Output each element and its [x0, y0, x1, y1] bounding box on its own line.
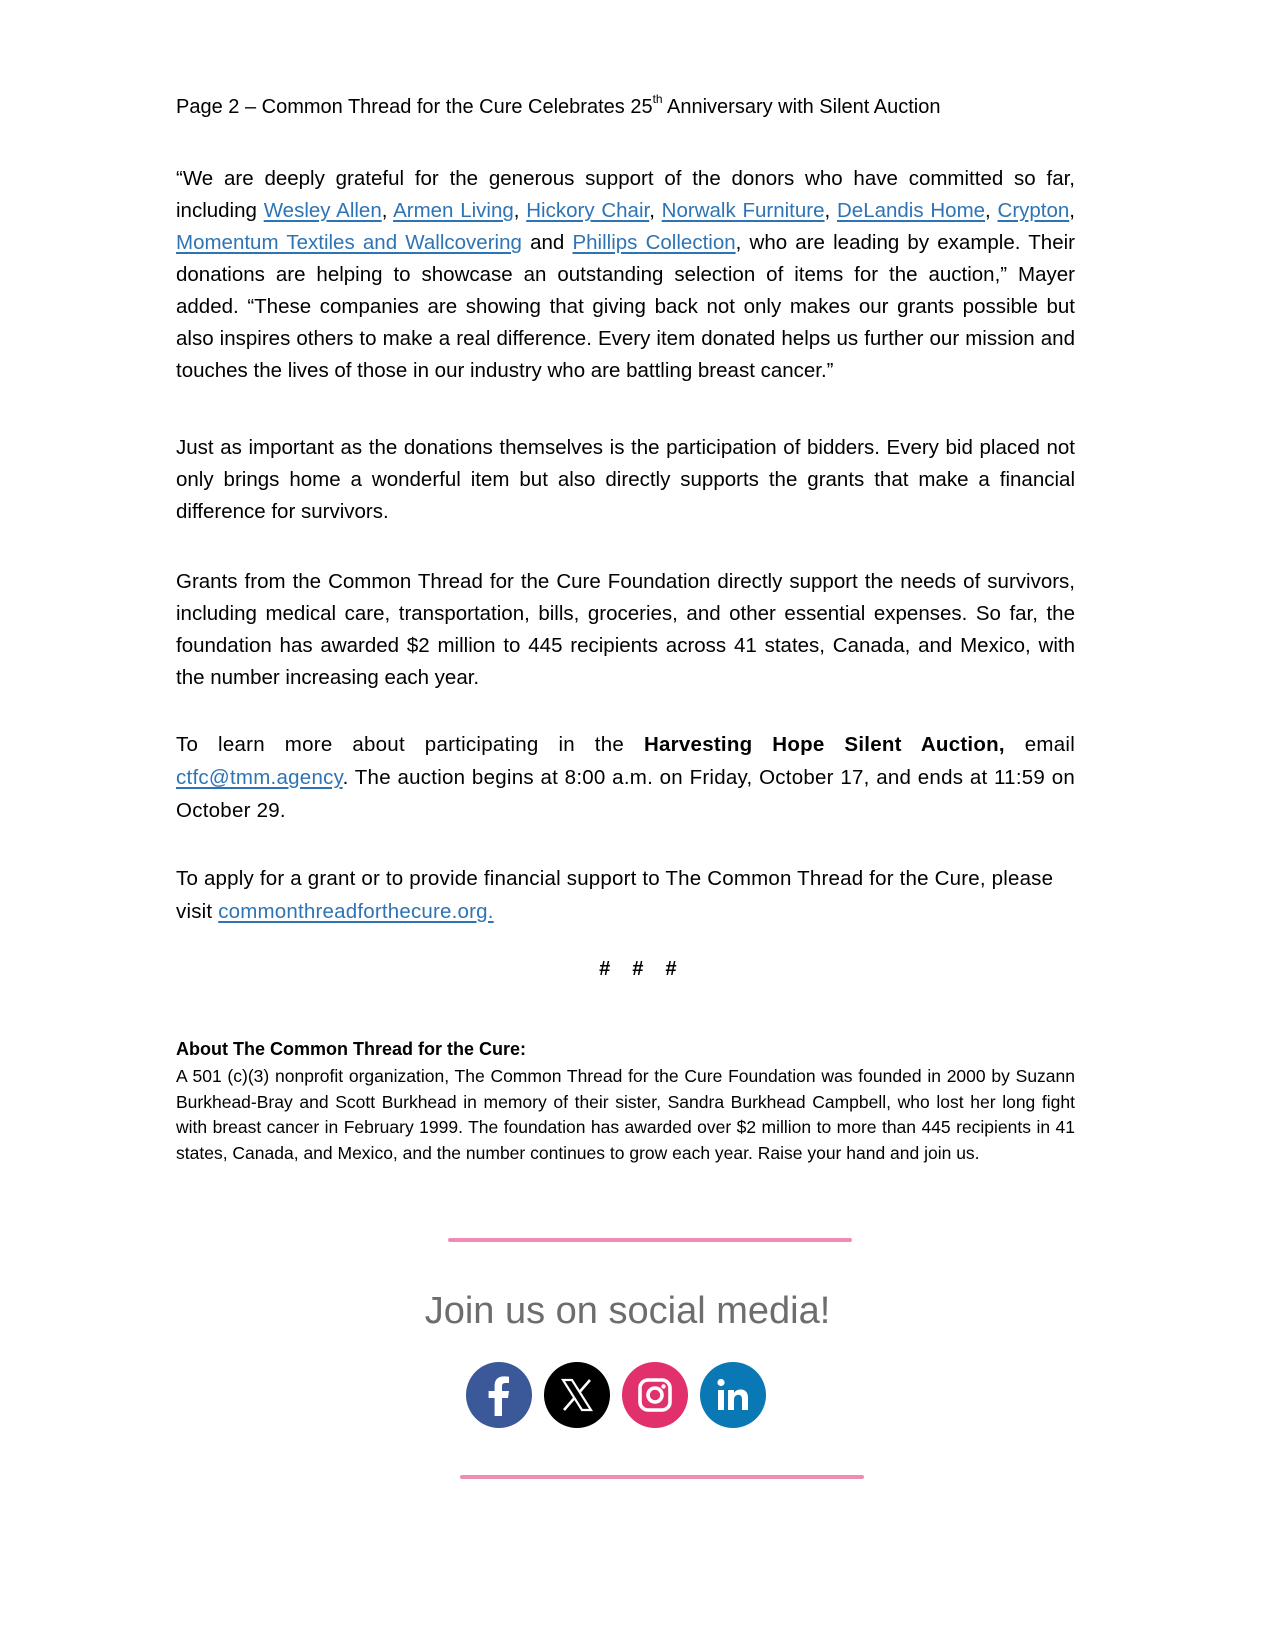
- pink-divider-top: [448, 1238, 852, 1242]
- paragraph-apply: [176, 862, 1075, 928]
- page-header: [176, 92, 1075, 122]
- facebook-icon[interactable]: [466, 1362, 532, 1428]
- social-heading: Join us on social media!: [424, 1290, 831, 1332]
- website-link[interactable]: commonthreadforthecure.org.: [218, 900, 494, 923]
- para5-text: To apply for a grant or to provide financial support to The Common Thread for the Cure, please visit: [176, 867, 1054, 923]
- para4-text-start: To learn more about participating in the: [176, 733, 644, 756]
- header-superscript: th: [652, 92, 663, 107]
- header-text: Page 2 – Common Thread for the Cure Celebrates 25: [176, 96, 653, 118]
- donor-link-hickory-chair[interactable]: Hickory Chair: [526, 199, 650, 222]
- separator: ,: [985, 199, 998, 222]
- donor-link-phillips-collection[interactable]: Phillips Collection: [572, 231, 736, 254]
- email-link[interactable]: ctfc@tmm.agency: [176, 766, 343, 789]
- x-icon[interactable]: [544, 1362, 610, 1428]
- hash-mark: #: [665, 958, 677, 980]
- separator: ,: [513, 199, 527, 222]
- about-text: A 501 (c)(3) nonprofit organization, The Common Thread for the Cure Foundation was founded in 2000 by Suzann Burkhead-Bray and Scott Burkhead in memory of their sister, Sandra Burkhead Campbell, who lost her long fight with breast cancer in February 1999. The foundation has awarded over $2 million to more than 445 recipients in 41 states, Canada, and Mexico, and the number continues to grow each year. Raise your hand and join us.: [176, 1066, 1075, 1163]
- para4-text-end: . The auction begins at 8:00 a.m. on Friday, October 17, and ends at 11:59 on October 29.: [176, 766, 1075, 822]
- hash-mark: #: [598, 958, 610, 980]
- para4-text-email-label: email: [1004, 733, 1076, 756]
- paragraph-auction-info: [176, 728, 1075, 827]
- separator: ,: [1069, 199, 1075, 222]
- paragraph-grants: Grants from the Common Thread for the Cure Foundation directly support the needs of survivors, including medical care, transportation, bills, groceries, and other essential expenses. So far, the foundation has awarded $2 million to 445 recipients across 41 states, Canada, and Mexico, with the number increasing each year.: [176, 570, 1075, 689]
- linkedin-icon[interactable]: [700, 1362, 766, 1428]
- donor-link-armen-living[interactable]: Armen Living: [393, 199, 514, 222]
- donor-link-wesley-allen[interactable]: Wesley Allen: [263, 199, 382, 222]
- auction-name: Harvesting Hope Silent Auction,: [643, 733, 1005, 756]
- para1-text-end: , who are leading by example. Their donations are helping to showcase an outstanding selection of items for the auction,” Mayer added. “These companies are showing that giving back not only makes our grants possible but also inspires others to make a real difference. Every item donated helps us further our mission and touches the lives of those in our industry who are battling breast cancer.”: [176, 231, 1075, 382]
- donor-link-crypton[interactable]: Crypton: [997, 199, 1070, 222]
- social-icons-row: [466, 1362, 766, 1428]
- header-text-suffix: Anniversary with Silent Auction: [662, 96, 941, 118]
- paragraph-bidders: Just as important as the donations themselves is the participation of bidders. Every bid placed not only brings home a wonderful item but also directly supports the grants that make a financial difference for survivors.: [176, 436, 1075, 523]
- pink-divider-bottom: [460, 1475, 864, 1479]
- separator-and: and: [521, 231, 573, 254]
- hash-mark: #: [631, 958, 644, 980]
- paragraph-donors: [176, 163, 1075, 387]
- donor-link-norwalk-furniture[interactable]: Norwalk Furniture: [661, 199, 825, 222]
- separator: ,: [824, 199, 837, 222]
- para1-text-start: “We are deeply grateful for the generous support of the donors who have committed so far, including: [176, 167, 1075, 222]
- separator: ,: [381, 199, 394, 222]
- donor-link-delandis-home[interactable]: DeLandis Home: [836, 199, 986, 222]
- donor-link-momentum-textiles[interactable]: Momentum Textiles and Wallcovering: [176, 231, 522, 254]
- about-title: About The Common Thread for the Cure:: [176, 1039, 526, 1059]
- instagram-icon[interactable]: [622, 1362, 688, 1428]
- separator: ,: [649, 199, 662, 222]
- end-marks: [0, 958, 1275, 981]
